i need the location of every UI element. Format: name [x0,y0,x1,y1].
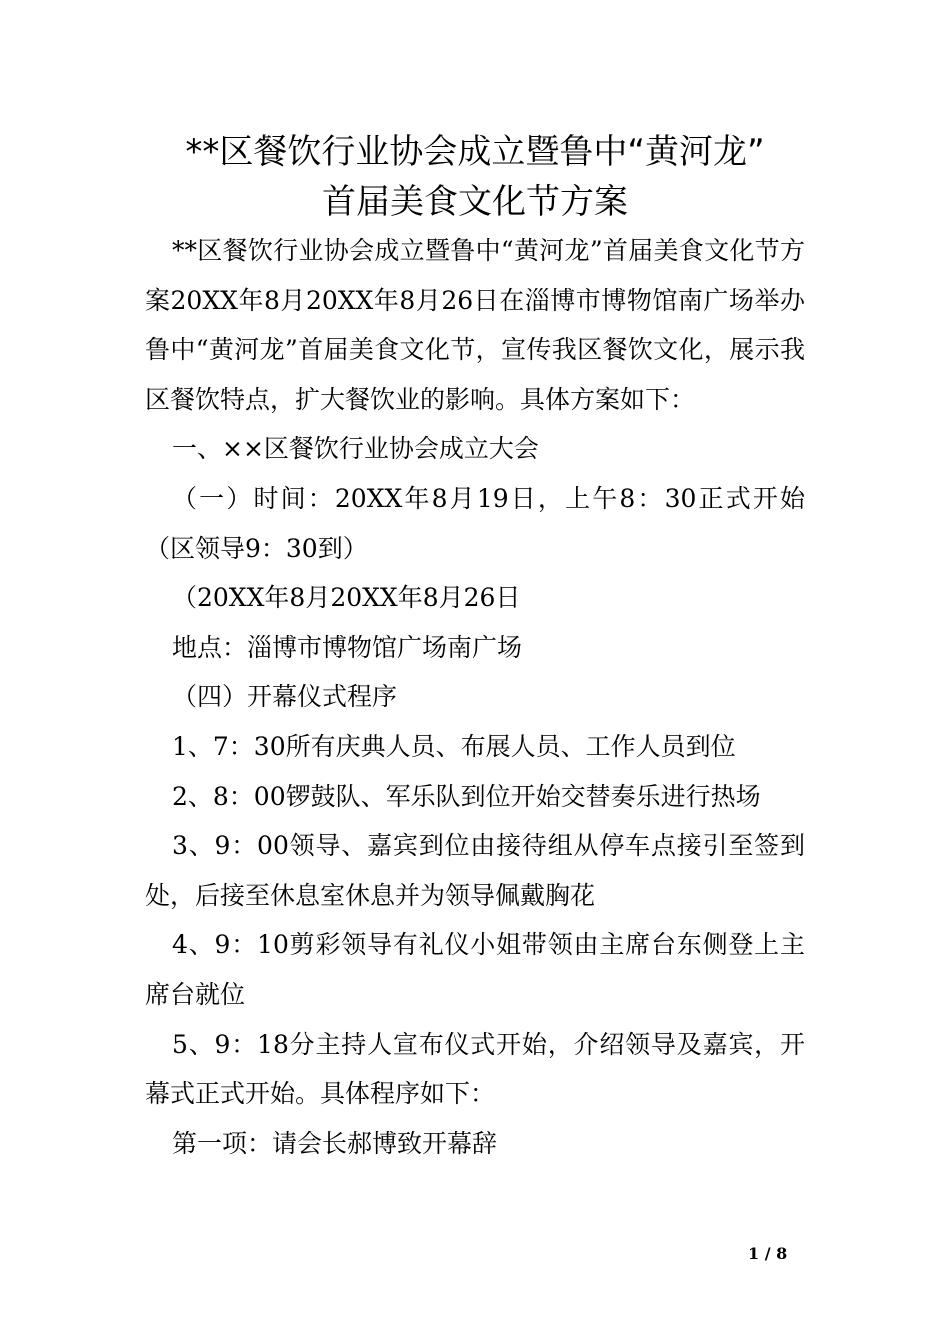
document-title-line-1: **区餐饮行业协会成立暨鲁中“黄河龙” [185,132,765,172]
paragraph-intro: **区餐饮行业协会成立暨鲁中“黄河龙”首届美食文化节方案20XX年8月20XX年8月26日在淄博市博物馆南广场举办鲁中“黄河龙”首届美食文化节，宣传我区餐饮文化，展示我区餐饮特点，扩大餐饮业的影响。具体方案如下： [145,236,805,414]
page-number: 1 / 8 [748,1244,788,1263]
paragraph-step-4: 4、9：10剪彩领导有礼仪小姐带领由主席台东侧登上主席台就位 [145,930,805,1009]
paragraph-step-3: 3、9：00领导、嘉宾到位由接待组从停车点接引至签到处，后接至休息室休息并为领导佩戴胸花 [145,831,805,910]
paragraph-section-1: 一、××区餐饮行业协会成立大会 [172,434,539,464]
paragraph-step-1: 1、7：30所有庆典人员、布展人员、工作人员到位 [172,731,736,761]
document-body [145,226,805,1168]
paragraph-ceremony-heading: （四）开幕仪式程序 [172,682,398,712]
paragraph-item-1: 第一项：请会长郝博致开幕辞 [172,1128,498,1158]
paragraph-time: （一）时间：20XX年8月19日，上午8：30正式开始（区领导9：30到） [145,483,805,563]
paragraph-location: 地点：淄博市博物馆广场南广场 [172,632,523,662]
paragraph-step-5: 5、9：18分主持人宣布仪式开始，介绍领导及嘉宾，开幕式正式开始。具体程序如下： [145,1029,805,1109]
document-title-line-2: 首届美食文化节方案 [322,182,628,222]
paragraph-step-2: 2、8：00锣鼓队、军乐队到位开始交替奏乐进行热场 [172,781,761,811]
paragraph-date: （20XX年8月20XX年8月26日 [172,583,521,613]
